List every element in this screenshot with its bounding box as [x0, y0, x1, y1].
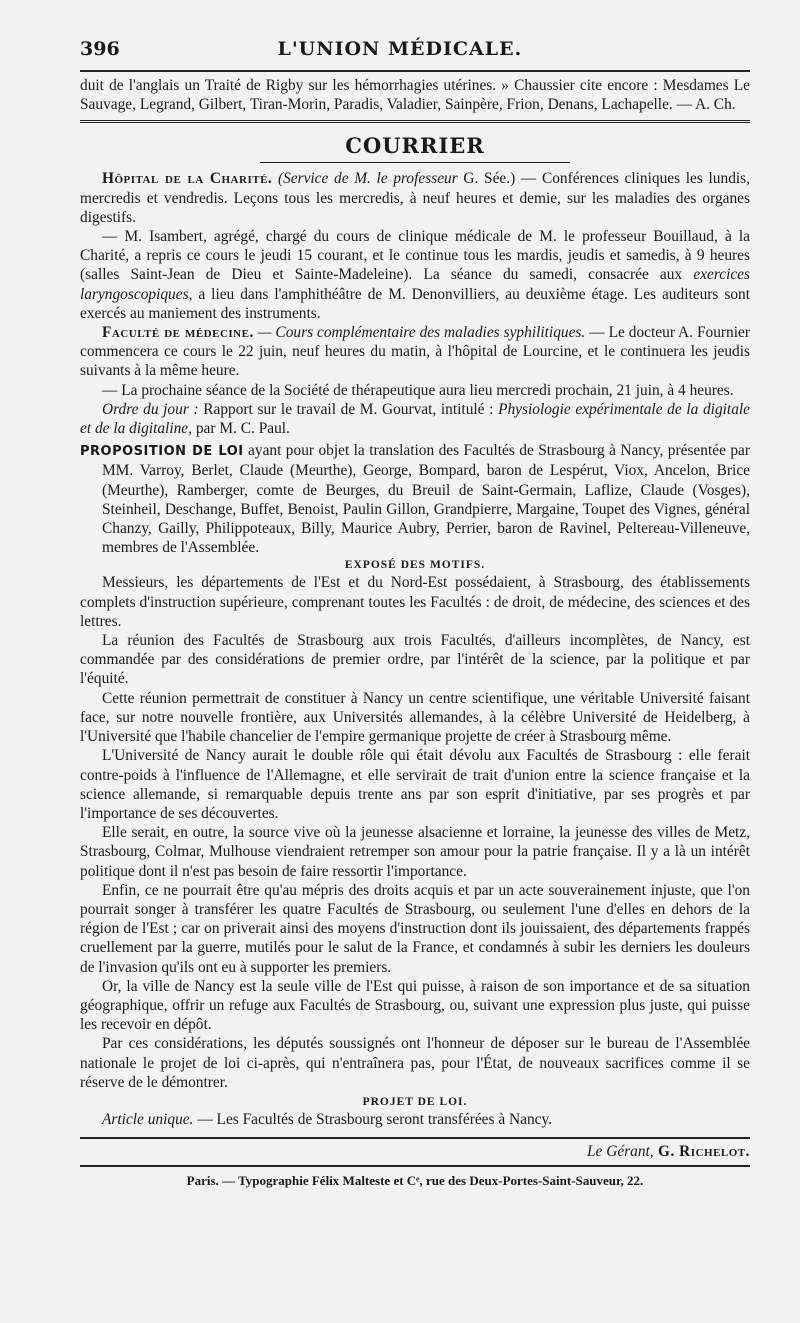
paragraph-isambert — [80, 227, 750, 323]
text-charite: G. Sée.) — Conférences cliniques les lundis, mercredis et vendredis. Leçons tous les mercredis, à neuf heures et demie, sur les maladies des organes digestifs. — [80, 170, 750, 226]
text-isambert-rest: a lieu dans l'amphithéâtre de M. Denonvilliers, au deuxième étage. Les auditeurs sont exercés au maniement des instruments. — [80, 285, 750, 322]
page-number: 396 — [80, 38, 120, 60]
text-isambert: — M. Isambert, agrégé, chargé du cours de clinique médicale de M. le professeur Bouillaud, à la Charité, a repris ce cours le jeudi 15 courant, et le continue tous les mardis, jeudis et samedis, à 9 heures (salles Saint-Jean de Dieu et Sainte-Madeleine). La séance du samedi, consacrée aux — [80, 228, 750, 284]
section-title-courrier: COURRIER — [345, 133, 485, 159]
imprint: Paris. — Typographie Félix Malteste et Cᵉ, rue des Deux-Portes-Saint-Sauveur, 22. — [186, 1173, 644, 1189]
text-proposition: ayant pour objet la translation des Facultés de Strasbourg à Nancy, présentée par MM. Varroy, Berlet, Claude (Meurthe), George, Bompard, baron de Lespérut, Viox, Ancelon, Brice (Meurthe), Ramberger, comte de Beurges, du Breuil de Saint-Germain, Laflize, Claude (Vosges), Steinheil, Deschange, Buffet, Benoist, Paulin Gillon, Grandpierre, Margaine, Toupet des Vignes, général Chanzy, Gailly, Philippoteaux, Billy, Maurice Aubry, Perrier, baron de Ravinel, Peltereau-Villeneuve, membres de l'Assemblée. — [102, 442, 750, 557]
text-ordre: Rapport sur le travail de M. Gourvat, intitulé : — [198, 400, 499, 418]
motif-paragraph: L'Université de Nancy aurait le double rôle qui était dévolu aux Facultés de Strasbourg : elle ferait contre-poids à l'influence de l'Allemagne, et elle servirait de trait d'union entre la science française et la science allemande, si remarquable depuis trente ans par son esprit d'initiative, par ses progrès et par l'importance de ses découvertes. — [80, 747, 750, 822]
section-divider — [80, 120, 750, 125]
expose-title: EXPOSÉ DES MOTIFS. — [344, 559, 486, 572]
footer-rule — [80, 1137, 750, 1139]
italic-cours: — Cours complémentaire des maladies syphilitiques. — [253, 324, 586, 342]
italic-ordre: Ordre du jour : — [102, 400, 199, 418]
motif-paragraph: Par ces considérations, les députés soussignés ont l'honneur de déposer sur le bureau de l'Assemblée nationale le projet de loi ci-après, qui n'entraînera pas, pour l'État, de nouveaux sacrifices comme il se réserve de le démontrer. — [80, 1035, 750, 1091]
lead-faculte: Faculté de médecine. — [102, 324, 254, 342]
paragraph-faculte — [80, 323, 750, 381]
paragraph-ordre — [80, 400, 750, 438]
imprint-rule — [80, 1165, 750, 1167]
signature-role: Le Gérant, — [586, 1143, 654, 1161]
text-article: — Les Facultés de Strasbourg seront transférées à Nancy. — [193, 1110, 553, 1128]
italic-service: (Service de M. le professeur — [277, 170, 458, 188]
motif-paragraph: Or, la ville de Nancy est la seule ville de l'Est qui puisse, à raison de son importance et de sa situation géographique, offrir un refuge aux Facultés de Strasbourg, ou, suivant une expression plus juste, qui puisse les recevoir en dépôt. — [80, 977, 750, 1034]
article-unique — [80, 1110, 750, 1129]
motif-paragraph: Enfin, ce ne pourrait être qu'au mépris des droits acquis et par un acte souverainement injuste, que l'on pourrait songer à transférer les quatre Facultés de Strasbourg, ou seulement l'une d'elles en dehors de la région de l'Est ; car on priverait ainsi des moyens d'instruction dont ils jouissaient, des départements frappés cruellement par la guerre, mutilés pour le salut de la France, et condamnés à subir les derniers les douleurs de l'invasion qu'ils ont eu à supporter les premiers. — [80, 881, 750, 976]
text-faculte: — Le docteur A. Fournier commencera ce cours le 22 juin, neuf heures du matin, à l'hôpital de Lourcine, et le continuera les jeudis suivants à la même heure. — [80, 324, 750, 380]
journal-title: L'UNION MÉDICALE. — [277, 38, 523, 60]
text-ordre-end: par M. C. Paul. — [192, 420, 290, 438]
motif-paragraph: Cette réunion permettrait de constituer à Nancy un centre scientifique, une véritable Université faisant face, sur notre nouvelle frontière, aux Universités allemandes, à la célèbre Université de Heidelberg, à l'Université que l'habile chancelier de l'empire germanique projette de créer à Strasbourg même. — [80, 689, 750, 746]
lead-proposition: PROPOSITION DE LOI — [80, 444, 244, 460]
italic-exercices: exercices laryngoscopiques, — [80, 266, 750, 303]
motif-paragraph: La réunion des Facultés de Strasbourg aux trois Facultés, d'ailleurs incomplètes, de Nancy, est commandée par des considérations de premier ordre, par l'intérêt de la science, par la politique et par l'équité. — [80, 632, 750, 688]
motif-paragraph: Messieurs, les départements de l'Est et du Nord-Est possédaient, à Strasbourg, des établissements complets d'instruction supérieure, comprenant toutes les Facultés : de droit, de médecine, des sciences et des lettres. — [80, 574, 750, 630]
paragraph-charite — [80, 169, 750, 227]
italic-article: Article unique. — [102, 1110, 194, 1128]
signature — [80, 1142, 750, 1161]
title-underline — [260, 162, 570, 163]
paragraph-proposition — [80, 441, 750, 557]
italic-physiologie: Physiologie expérimentale de la digitale et de la digitaline, — [80, 400, 750, 438]
header-rule — [80, 70, 750, 72]
paragraph-societe: — La prochaine séance de la Société de thérapeutique aura lieu mercredi prochain, 21 juin, à 4 heures. — [102, 381, 734, 399]
motif-paragraph: Elle serait, en outre, la source vive où la jeunesse alsacienne et lorraine, la jeunesse des villes de Metz, Strasbourg, Colmar, Mulhouse viendraient retremper son amour pour la patrie française. Il y a là un intérêt politique dont il n'est pas besoin de faire ressortir l'importance. — [80, 824, 750, 880]
intro-paragraph: duit de l'anglais un Traité de Rigby sur les hémorrhagies utérines. » Chaussier cite encore : Mesdames Le Sauvage, Legrand, Gilbert, Tiran-Morin, Paradis, Valadier, Sainpère, Frion, Denans, Lachapelle. — A. Ch. — [80, 77, 750, 114]
page-header — [80, 38, 750, 66]
projet-title: PROJET DE LOI. — [362, 1095, 468, 1108]
lead-charite: Hôpital de la Charité. — [102, 170, 273, 188]
signature-name: G. Richelot. — [653, 1143, 750, 1161]
